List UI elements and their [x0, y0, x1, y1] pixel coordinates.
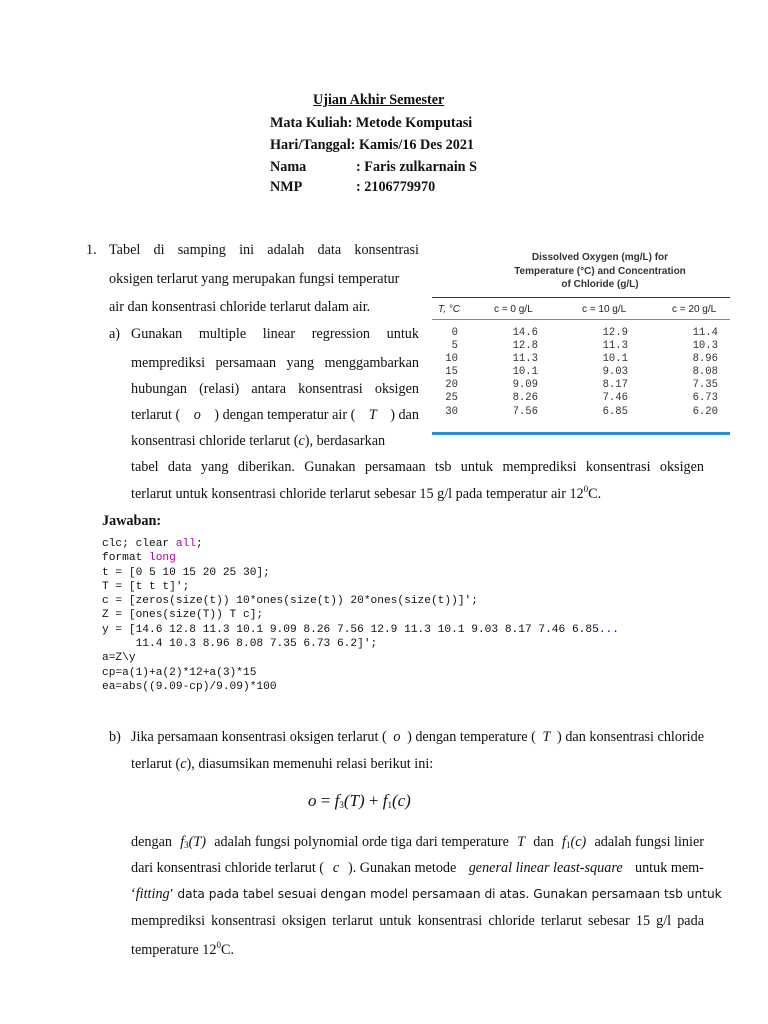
q1-intro-line-3: air dan konsentrasi chloride terlarut dalam air. — [109, 299, 371, 315]
part-a-line-2: memprediksi persamaan yang menggambarkan — [131, 355, 419, 371]
header-temperature: T, °C — [438, 304, 460, 315]
part-a-line-5: konsentrasi chloride terlarut (c), berdasarkan — [131, 433, 386, 449]
name-line — [270, 159, 477, 176]
part-b-line-5: ‘ fitting ’ data pada tabel sesuai dengan model persamaan di atas. Gunakan persamaan tsb untuk — [131, 886, 722, 902]
nmp-label: NMP — [270, 179, 303, 195]
code-line: clc; clear all; — [102, 538, 203, 550]
question-number: 1. — [86, 242, 97, 258]
part-a-line-3: hubungan (relasi) antara konsentrasi oksigen — [131, 381, 419, 397]
part-b-label: b) — [109, 729, 121, 745]
part-a-line-6: tabel data yang diberikan. Gunakan persamaan tsb untuk memprediksi konsentrasi oksigen — [131, 459, 704, 475]
column-c0 — [498, 327, 538, 419]
table-cell: 8.96 — [692, 353, 718, 366]
table-cell: 7.35 — [692, 379, 718, 392]
table-cell: 9.09 — [512, 379, 538, 392]
part-b-line-2: terlarut (c), diasumsikan memenuhi relasi berikut ini: — [131, 756, 434, 772]
code-line: ea=abs((9.09-cp)/9.09)*100 — [102, 680, 277, 693]
part-a-line-7: terlarut untuk konsentrasi chloride terlarut sebesar 15 g/l pada temperatur air $12^0C$. — [131, 484, 602, 502]
table-cell: 20 — [445, 379, 458, 392]
part-b-line-4: dari konsentrasi chloride terlarut ( c ). Gunakan metode general linear least-square untuk mem- — [131, 860, 704, 876]
table-cell: 10.1 — [512, 366, 538, 379]
header-c0: c = 0 g/L — [494, 304, 533, 315]
table-cell: 15 — [445, 366, 458, 379]
answer-label: Jawaban: — [102, 513, 162, 529]
date-value: Kamis/16 Des 2021 — [358, 137, 475, 153]
part-a-line-4: terlarut ( o ) dengan temperatur air ( T ) dan — [131, 407, 419, 423]
name-value: : Faris zulkarnain S — [356, 159, 478, 175]
code-line: a=Z\y — [102, 652, 136, 665]
table-cell: 11.4 — [692, 327, 718, 339]
code-line: c = [zeros(size(t)) 10*ones(size(t)) 20*ones(size(t))]'; — [102, 595, 478, 608]
column-c20 — [674, 327, 718, 419]
table-bottom-rule — [432, 432, 730, 435]
part-a-label: a) — [109, 326, 121, 342]
part-b-line-6: memprediksi konsentrasi oksigen terlarut untuk konsentrasi chloride terlarut sebesar 15 g/l pada — [131, 913, 704, 929]
part-b-line-1: Jika persamaan konsentrasi oksigen terlarut ( o ) dengan temperature ( T ) dan konsentrasi chloride — [131, 729, 704, 745]
table-cell: 14.6 — [512, 327, 538, 339]
table-cell: 6.20 — [692, 405, 718, 418]
table-cell: 6.85 — [602, 405, 628, 418]
header-c20: c = 20 g/L — [672, 304, 717, 315]
q1-intro-line-2: oksigen terlarut yang merupakan fungsi temperatur — [109, 271, 400, 287]
code-line: Z = [ones(size(T)) T c]; — [102, 609, 264, 622]
course-label: Mata Kuliah: — [270, 115, 353, 131]
table-cell: 0 — [451, 327, 458, 339]
table-cell: 10 — [445, 353, 458, 366]
table-cell: 10.1 — [602, 353, 628, 366]
code-line: 11.4 10.3 8.96 8.08 7.35 6.73 6.2]'; — [102, 638, 378, 651]
table-header-rule — [432, 319, 730, 320]
column-temperature — [434, 327, 458, 419]
code-line: cp=a(1)+a(2)*12+a(3)*15 — [102, 666, 257, 679]
course-value: Metode Komputasi — [355, 115, 473, 131]
matlab-code-block — [102, 537, 619, 694]
name-label: Nama — [270, 159, 307, 175]
code-line: format long — [102, 552, 176, 565]
table-cell: 6.73 — [692, 392, 718, 405]
date-label: Hari/Tanggal: — [270, 137, 356, 153]
table-cell: 9.03 — [602, 366, 628, 379]
table-cell: 8.17 — [602, 379, 628, 392]
table-cell: 30 — [445, 405, 458, 418]
header-c10: c = 10 g/L — [582, 304, 627, 315]
table-cell: 12.9 — [602, 327, 628, 339]
table-top-rule — [432, 297, 730, 298]
table-cell: 25 — [445, 392, 458, 405]
nmp-line — [270, 179, 435, 196]
table-cell: 10.3 — [692, 340, 718, 353]
table-caption: Dissolved Oxygen (mg/L) for Temperature (°C) and Concentration of Chloride (g/L) — [514, 252, 686, 290]
table-cell: 8.26 — [512, 392, 538, 405]
course-line — [270, 115, 472, 132]
nmp-value: : 2106779970 — [356, 179, 436, 195]
exam-title: Ujian Akhir Semester — [313, 92, 445, 108]
code-line: y = [14.6 12.8 11.3 10.1 9.09 8.26 7.56 12.9 11.3 10.1 9.03 8.17 7.46 6.85... — [102, 623, 619, 636]
dissolved-oxygen-table — [432, 245, 730, 437]
part-b-line-7: temperature $12^0C$. — [131, 940, 234, 958]
table-cell: 5 — [451, 340, 458, 353]
code-line: T = [t t t]'; — [102, 580, 190, 593]
q1-intro-line-1: Tabel di samping ini adalah data konsentrasi — [109, 242, 419, 258]
table-cell: 12.8 — [512, 340, 538, 353]
date-line — [270, 137, 474, 154]
table-cell: 7.46 — [602, 392, 628, 405]
table-cell: 11.3 — [512, 353, 538, 366]
model-equation: $o = f_3(T) + f_1(c)$ — [308, 791, 411, 810]
table-cell: 8.08 — [692, 366, 718, 379]
code-line: t = [0 5 10 15 20 25 30]; — [102, 566, 270, 579]
part-a-line-1: Gunakan multiple linear regression untuk — [131, 326, 419, 342]
table-cell: 11.3 — [602, 340, 628, 353]
column-c10 — [584, 327, 628, 419]
table-cell: 7.56 — [512, 405, 538, 418]
part-b-line-3: dengan $f_3(T)$ adalah fungsi polynomial orde tiga dari temperature T dan $f_1(c)$ adalah fungsi linier — [131, 834, 704, 850]
